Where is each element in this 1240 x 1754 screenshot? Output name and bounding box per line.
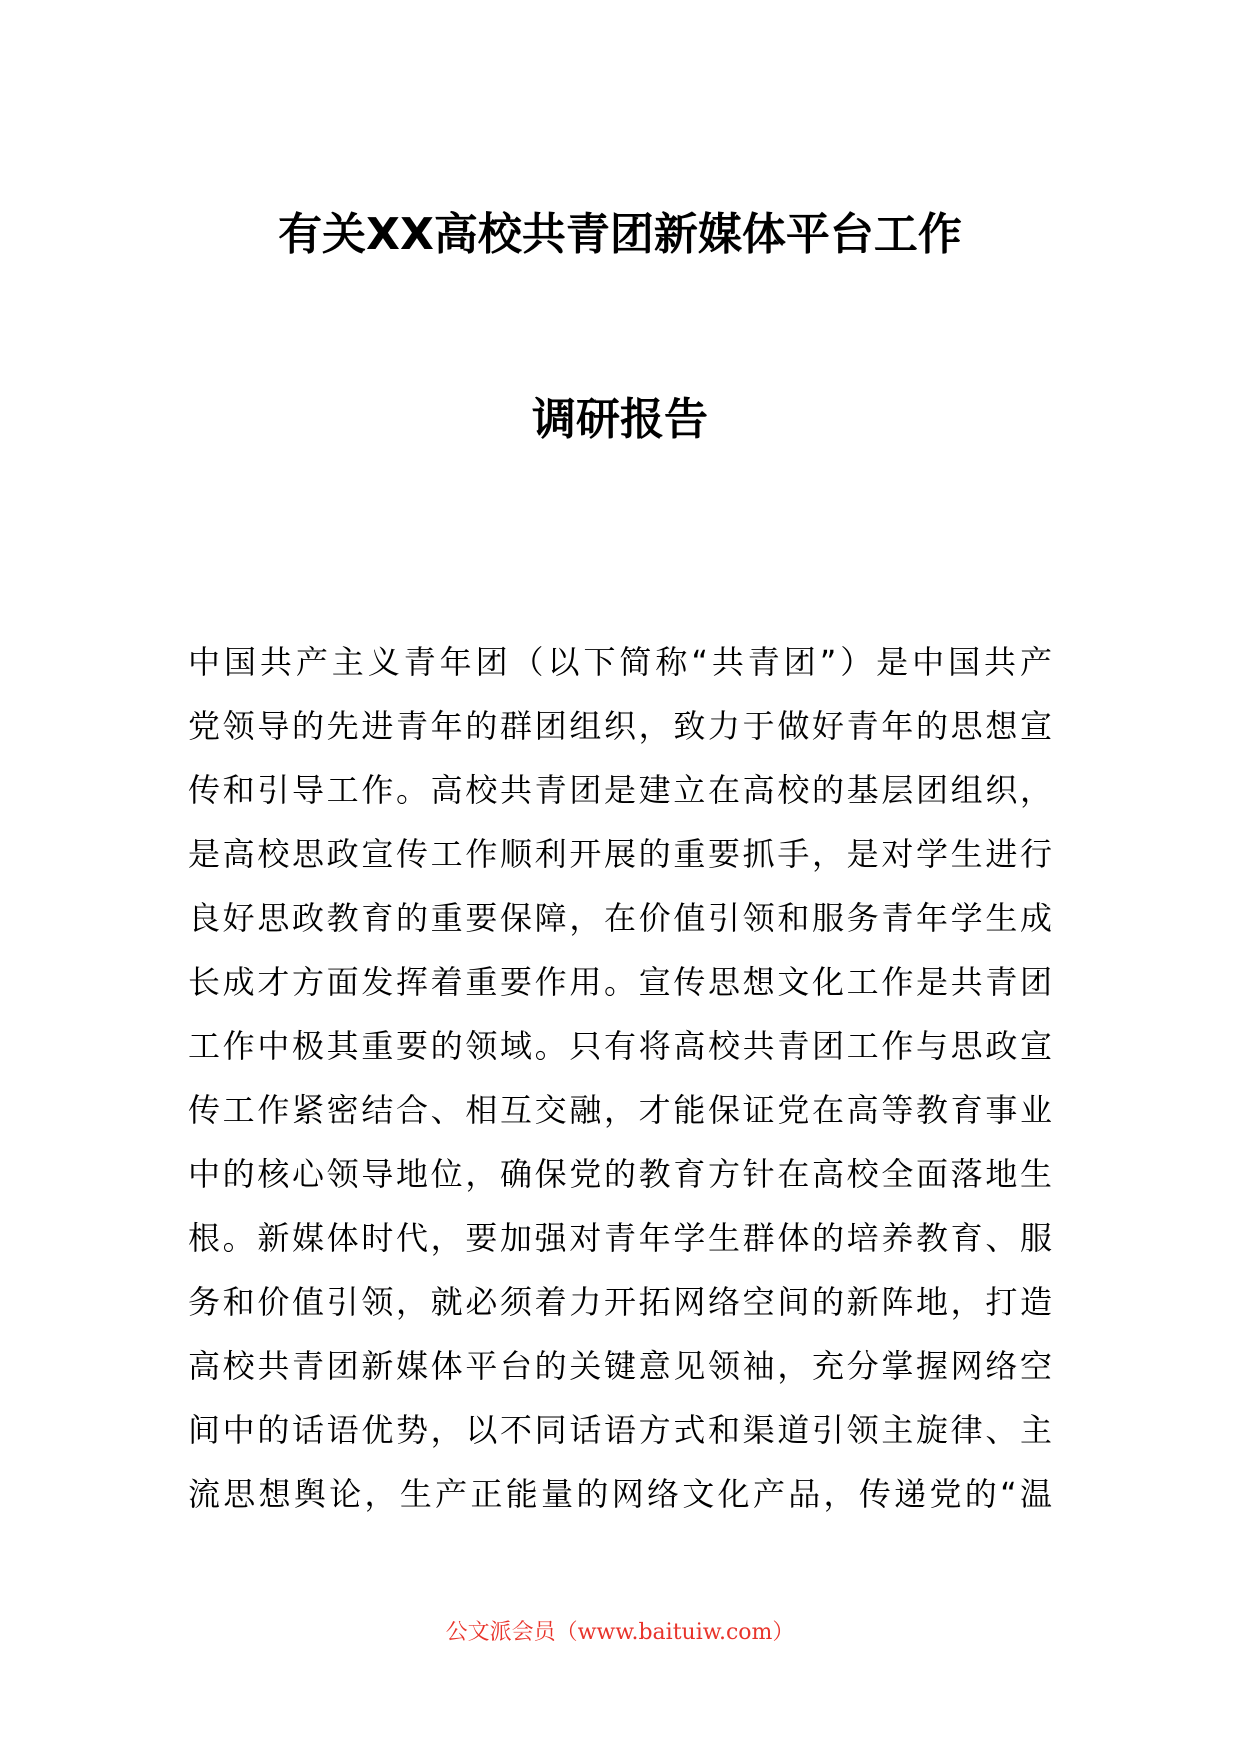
body-line: 传和引导工作。高校共青团是建立在高校的基层团组织， [188,771,1052,809]
body-line: 高校共青团新媒体平台的关键意见领袖，充分掌握网络空 [188,1347,1052,1385]
body-line: 间中的话语优势，以不同话语方式和渠道引领主旋律、主 [188,1411,1052,1449]
body-line: 传工作紧密结合、相互交融，才能保证党在高等教育事业 [188,1091,1052,1129]
body-line: 工作中极其重要的领域。只有将高校共青团工作与思政宣 [188,1027,1052,1065]
body-line: 良好思政教育的重要保障，在价值引领和服务青年学生成 [188,899,1052,937]
body-paragraph [188,630,1052,1526]
document-title-line-1: 有关XX高校共青团新媒体平台工作 [278,209,962,260]
body-line: 中国共产主义青年团（以下简称“共青团”）是中国共产 [188,643,1052,681]
body-line: 中的核心领导地位，确保党的教育方针在高校全面落地生 [188,1155,1052,1193]
body-line: 党领导的先进青年的群团组织，致力于做好青年的思想宣 [188,707,1052,745]
footer-watermark: 公文派会员（www.baituiw.com） [445,1620,795,1645]
body-line: 是高校思政宣传工作顺利开展的重要抓手，是对学生进行 [188,835,1052,873]
document-title-line-2: 调研报告 [532,394,708,445]
body-line: 务和价值引领，就必须着力开拓网络空间的新阵地，打造 [188,1283,1052,1321]
body-line: 流思想舆论，生产正能量的网络文化产品，传递党的“温 [188,1475,1052,1513]
body-line: 长成才方面发挥着重要作用。宣传思想文化工作是共青团 [188,963,1052,1001]
body-line: 根。新媒体时代，要加强对青年学生群体的培养教育、服 [188,1219,1052,1257]
